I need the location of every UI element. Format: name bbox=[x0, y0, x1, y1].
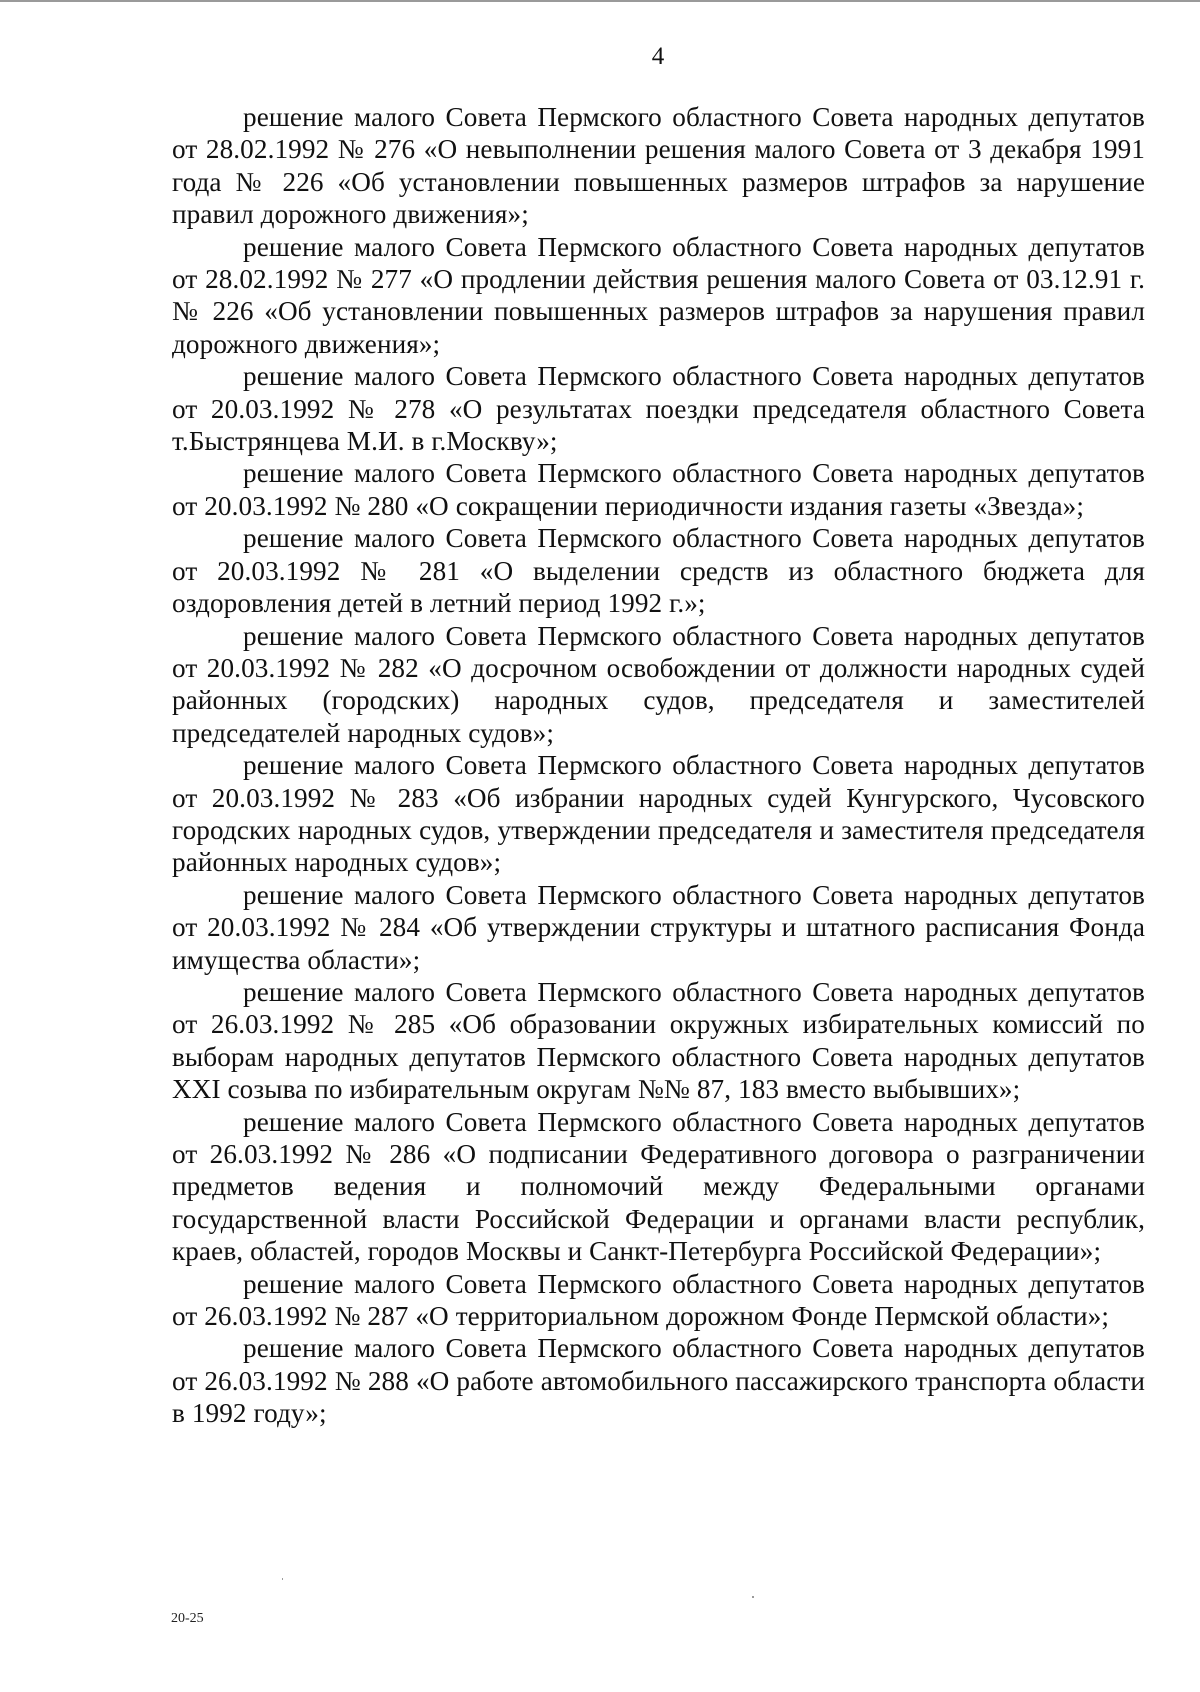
list-item-decision-286: решение малого Совета Пермского областного Совета народных депутатов от 26.03.1992 № 286 «О подписании Федеративного договора о разграничении предметов ведения и полномочий между Федеральными органами государственной власти Российской Федерации и органами власти республик, краев, областей, городов Москвы и Санкт-Петербурга Российской Федерации»; bbox=[172, 1106, 1145, 1267]
footer-code: 20-25 bbox=[171, 1611, 204, 1626]
list-item-decision-278: решение малого Совета Пермского областного Совета народных депутатов от 20.03.1992 № 278 «О результатах поездки председателя областного Совета т.Быстрянцева М.И. в г.Москву»; bbox=[172, 361, 1145, 457]
list-item-decision-277: решение малого Совета Пермского областного Совета народных депутатов от 28.02.1992 № 277 «О продлении действия решения малого Совета от 03.12.91 г. № 226 «Об установлении повышенных размеров штрафов за нарушения правил дорожного движения»; bbox=[172, 231, 1145, 359]
list-item-decision-283: решение малого Совета Пермского областного Совета народных депутатов от 20.03.1992 № 283 «Об избрании народных судей Кунгурского, Чусовского городских народных судов, утверждении председателя и заместителя председателя районных народных судов»; bbox=[172, 750, 1145, 878]
list-item-decision-284: решение малого Совета Пермского областного Совета народных депутатов от 20.03.1992 № 284 «Об утверждении структуры и штатного расписания Фонда имущества области»; bbox=[172, 879, 1145, 975]
document-body bbox=[172, 101, 1145, 1430]
scan-speck bbox=[752, 1596, 754, 1598]
list-item-decision-281: решение малого Совета Пермского областного Совета народных депутатов от 20.03.1992 № 281 «О выделении средств из областного бюджета для оздоровления детей в летний период 1992 г.»; bbox=[172, 523, 1145, 619]
list-item-decision-282: решение малого Совета Пермского областного Совета народных депутатов от 20.03.1992 № 282 «О досрочном освобождении от должности народных судей районных (городских) народных судов, председателя и заместителей председателей народных судов»; bbox=[172, 620, 1145, 748]
list-item-decision-285: решение малого Совета Пермского областного Совета народных депутатов от 26.03.1992 № 285 «Об образовании окружных избирательных комиссий по выборам народных депутатов Пермского областного Совета народных депутатов XXI созыва по избирательным округам №№ 87, 183 вместо выбывших»; bbox=[172, 976, 1145, 1105]
list-item-decision-276: решение малого Совета Пермского областного Совета народных депутатов от 28.02.1992 № 276 «О невыполнении решения малого Совета от 3 декабря 1991 года № 226 «Об установлении повышенных размеров штрафов за нарушение правил дорожного движения»; bbox=[172, 102, 1145, 230]
list-item-decision-288: решение малого Совета Пермского областного Совета народных депутатов от 26.03.1992 № 288 «О работе автомобильного пассажирского транспорта области в 1992 году»; bbox=[172, 1333, 1145, 1429]
scan-top-edge bbox=[0, 0, 1200, 2]
page-number: 4 bbox=[651, 43, 665, 70]
scan-speck bbox=[282, 1578, 283, 1580]
list-item-decision-280: решение малого Совета Пермского областного Совета народных депутатов от 20.03.1992 № 280 «О сокращении периодичности издания газеты «Звезда»; bbox=[172, 458, 1145, 521]
list-item-decision-287: решение малого Совета Пермского областного Совета народных депутатов от 26.03.1992 № 287 «О территориальном дорожном Фонде Пермской области»; bbox=[172, 1268, 1145, 1332]
